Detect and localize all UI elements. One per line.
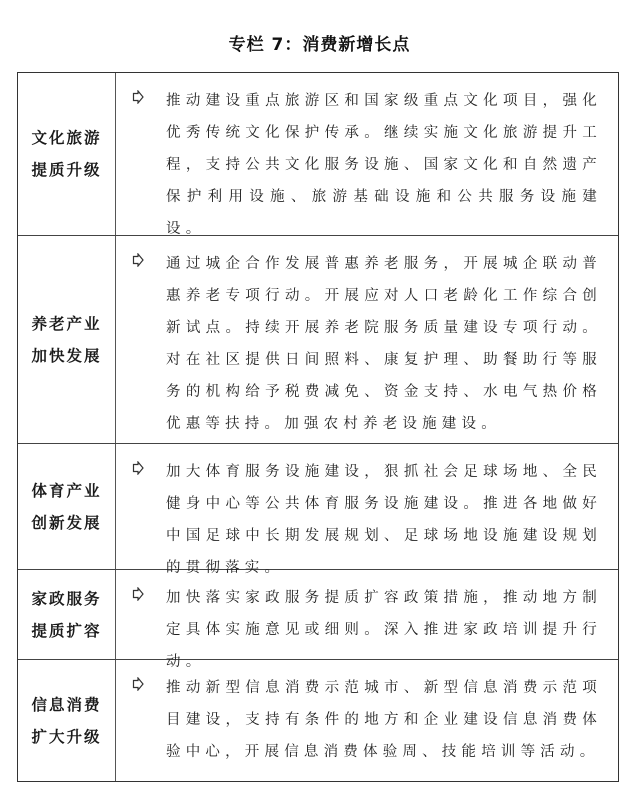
row-label-line2: 提质升级 (31, 161, 102, 179)
arrow-right-outline-icon (132, 253, 144, 270)
row-label-cell (18, 570, 116, 659)
row-label-line1: 家政服务 (31, 589, 102, 608)
table-row-elderly-care (18, 236, 618, 444)
arrow-right-outline-icon (132, 461, 144, 478)
row-label-line2: 创新发展 (31, 513, 102, 532)
row-content-cell (116, 73, 618, 235)
row-label-cell (18, 236, 116, 443)
row-label-cell (18, 444, 116, 569)
row-content-text: 通过城企合作发展普惠养老服务，开展城企联动普惠养老专项行动。开展应对人口老龄化工作综合创新试点。持续开展养老院服务质量建设专项行动。对在社区提供日间照料、康复护理、助餐助行等服务的机构给予税费减免、资金支持、水电气热价格优惠等扶持。加强农村养老设施建设。 (166, 256, 602, 432)
arrow-right-outline-icon (132, 677, 144, 694)
row-content-cell (116, 570, 618, 670)
row-label (31, 308, 101, 372)
arrow-right-outline-icon (132, 90, 144, 107)
table-row-sports (18, 444, 618, 576)
row-label-line2: 加快发展 (31, 346, 102, 365)
row-content-cell (116, 444, 618, 576)
row-label (31, 583, 101, 647)
row-label-line1: 信息消费 (31, 695, 102, 714)
row-content-text: 推动建设重点旅游区和国家级重点文化项目，强化优秀传统文化保护传承。继续实施文化旅游提升工程，支持公共文化服务设施、国家文化和自然遗产保护利用设施、旅游基础设施和公共服务设施建设。 (166, 93, 602, 237)
table-row-information-consumption (18, 660, 618, 781)
row-label-line1: 体育产业 (31, 481, 102, 500)
row-label (31, 689, 101, 753)
row-label-cell (18, 660, 116, 781)
row-content-cell (116, 660, 618, 781)
row-content-text: 加快落实家政服务提质扩容政策措施，推动地方制定具体实施意见或细则。深入推进家政培训提升行动。 (166, 590, 602, 670)
row-label-line2: 提质扩容 (31, 621, 102, 640)
consumption-growth-table (17, 72, 619, 782)
row-content-text: 加大体育服务设施建设，狠抓社会足球场地、全民健身中心等公共体育服务设施建设。推进各地做好中国足球中长期发展规划、足球场地设施建设规划的贯彻落实。 (166, 464, 602, 576)
column-title: 专栏 7：消费新增长点 (228, 35, 411, 55)
row-label-line1: 养老产业 (31, 314, 102, 333)
row-content-text: 推动新型信息消费示范城市、新型信息消费示范项目建设，支持有条件的地方和企业建设信息消费体验中心，开展信息消费体验周、技能培训等活动。 (166, 680, 602, 760)
arrow-right-outline-icon (132, 587, 144, 604)
table-row-housekeeping (18, 570, 618, 670)
row-label (31, 475, 101, 539)
row-label-line1: 文化旅游 (31, 129, 102, 147)
row-label-cell (18, 73, 116, 235)
table-row-culture-tourism (18, 73, 618, 236)
row-label (31, 122, 101, 186)
row-label-line2: 扩大升级 (31, 727, 102, 746)
row-content-cell (116, 236, 618, 443)
